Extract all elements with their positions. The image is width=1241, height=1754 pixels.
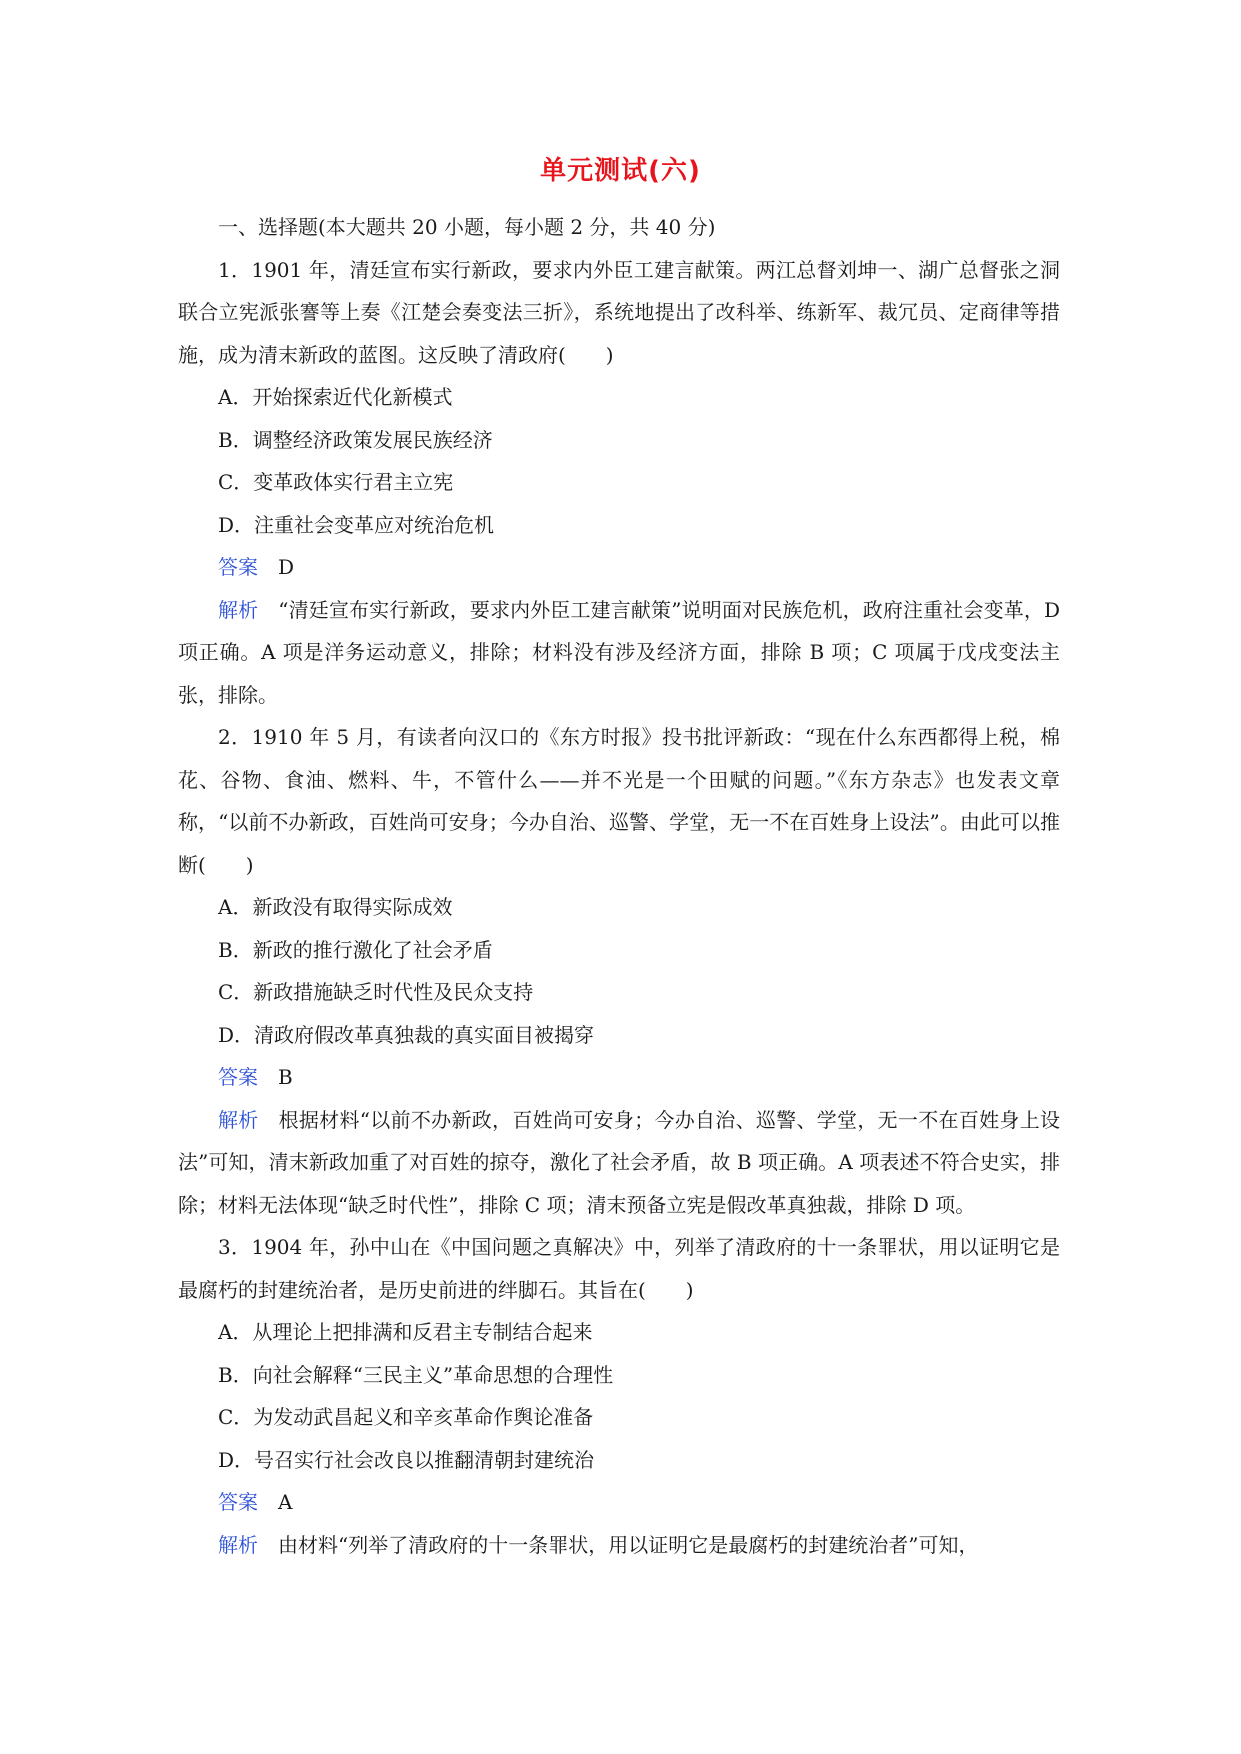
question-3-option-d: D．号召实行社会改良以推翻清朝封建统治 [218,1447,595,1472]
question-2-option-b: B．新政的推行激化了社会矛盾 [218,937,493,962]
explanation-text: 由材料“列举了清政府的十一条罪状，用以证明它是最腐朽的封建统治者”可知， [278,1532,979,1557]
question-3-option-b: B．向社会解释“三民主义”革命思想的合理性 [218,1362,614,1387]
question-2-explanation [178,1099,1060,1227]
question-3-option-c: C．为发动武昌起义和辛亥革命作舆论准备 [218,1405,594,1429]
section-heading: 一、选择题(本大题共 20 小题，每小题 2 分，共 40 分) [218,215,716,239]
explanation-text: “清廷宣布实行新政，要求内外臣工建言献策”说明面对民族危机，政府注重社会变革，D 项正确。A 项是洋务运动意义，排除；材料没有涉及经济方面，排除 B 项；C 项属于戊戌变法主张，排除。 [178,597,1061,707]
explanation-label: 解析 [218,1107,259,1132]
answer-value: D [278,555,295,579]
question-1-option-c: C．变革政体实行君主立宪 [218,470,454,494]
answer-label: 答案 [218,1490,258,1514]
page-title: 单元测试(六) [540,156,701,186]
explanation-text: 根据材料“以前不办新政，百姓尚可安身；今办自治、巡警、学堂，无一不在百姓身上设法”可知，清末新政加重了对百姓的掠夺，激化了社会矛盾，故 B 项正确。A 项表述不符合史实，排除；材料无法体现“缺乏时代性”，排除 C 项；清末预备立宪是假改革真独裁，排除 D 项。 [178,1107,1060,1217]
question-1-option-d: D．注重社会变革应对统治危机 [218,512,495,537]
answer-label: 答案 [218,1065,258,1089]
question-2-option-d: D．清政府假改革真独裁的真实面目被揭穿 [218,1022,595,1047]
question-2-option-c: C．新政措施缺乏时代性及民众支持 [218,980,534,1004]
question-3-answer [178,1481,1060,1524]
answer-value: A [278,1490,293,1514]
answer-value: B [278,1065,293,1089]
question-2-stem: 2．1910 年 5 月，有读者向汉口的《东方时报》投书批评新政：“现在什么东西都得上税，棉花、谷物、食油、燃料、牛，不管什么——并不光是一个田赋的问题。”《东方杂志》也发表文章称，“以前不办新政，百姓尚可安身；今办自治、巡警、学堂，无一不在百姓身上设法”。由此可以推断( ) [178,725,1060,877]
question-1-stem: 1．1901 年，清廷宣布实行新政，要求内外臣工建言献策。两江总督刘坤一、湖广总督张之洞联合立宪派张謇等上奏《江楚会奏变法三折》，系统地提出了改科举、练新军、裁冗员、定商律等措施，成为清末新政的蓝图。这反映了清政府( ) [178,257,1060,367]
question-1-option-b: B．调整经济政策发展民族经济 [218,427,493,452]
question-1-option-a: A．开始探索近代化新模式 [218,385,453,409]
question-1-answer [178,546,1060,589]
question-3-option-a: A．从理论上把排满和反君主专制结合起来 [218,1320,593,1344]
explanation-label: 解析 [218,1532,258,1557]
question-1-explanation [178,589,1060,717]
answer-label: 答案 [218,555,258,579]
question-2-option-a: A．新政没有取得实际成效 [218,895,453,919]
explanation-label: 解析 [218,597,259,622]
question-3-explanation [178,1524,1060,1567]
question-2-answer [178,1056,1060,1099]
document-body [178,206,1060,1566]
question-3-stem: 3．1904 年，孙中山在《中国问题之真解决》中，列举了清政府的十一条罪状，用以证明它是最腐朽的封建统治者，是历史前进的绊脚石。其旨在( ) [178,1235,1060,1302]
